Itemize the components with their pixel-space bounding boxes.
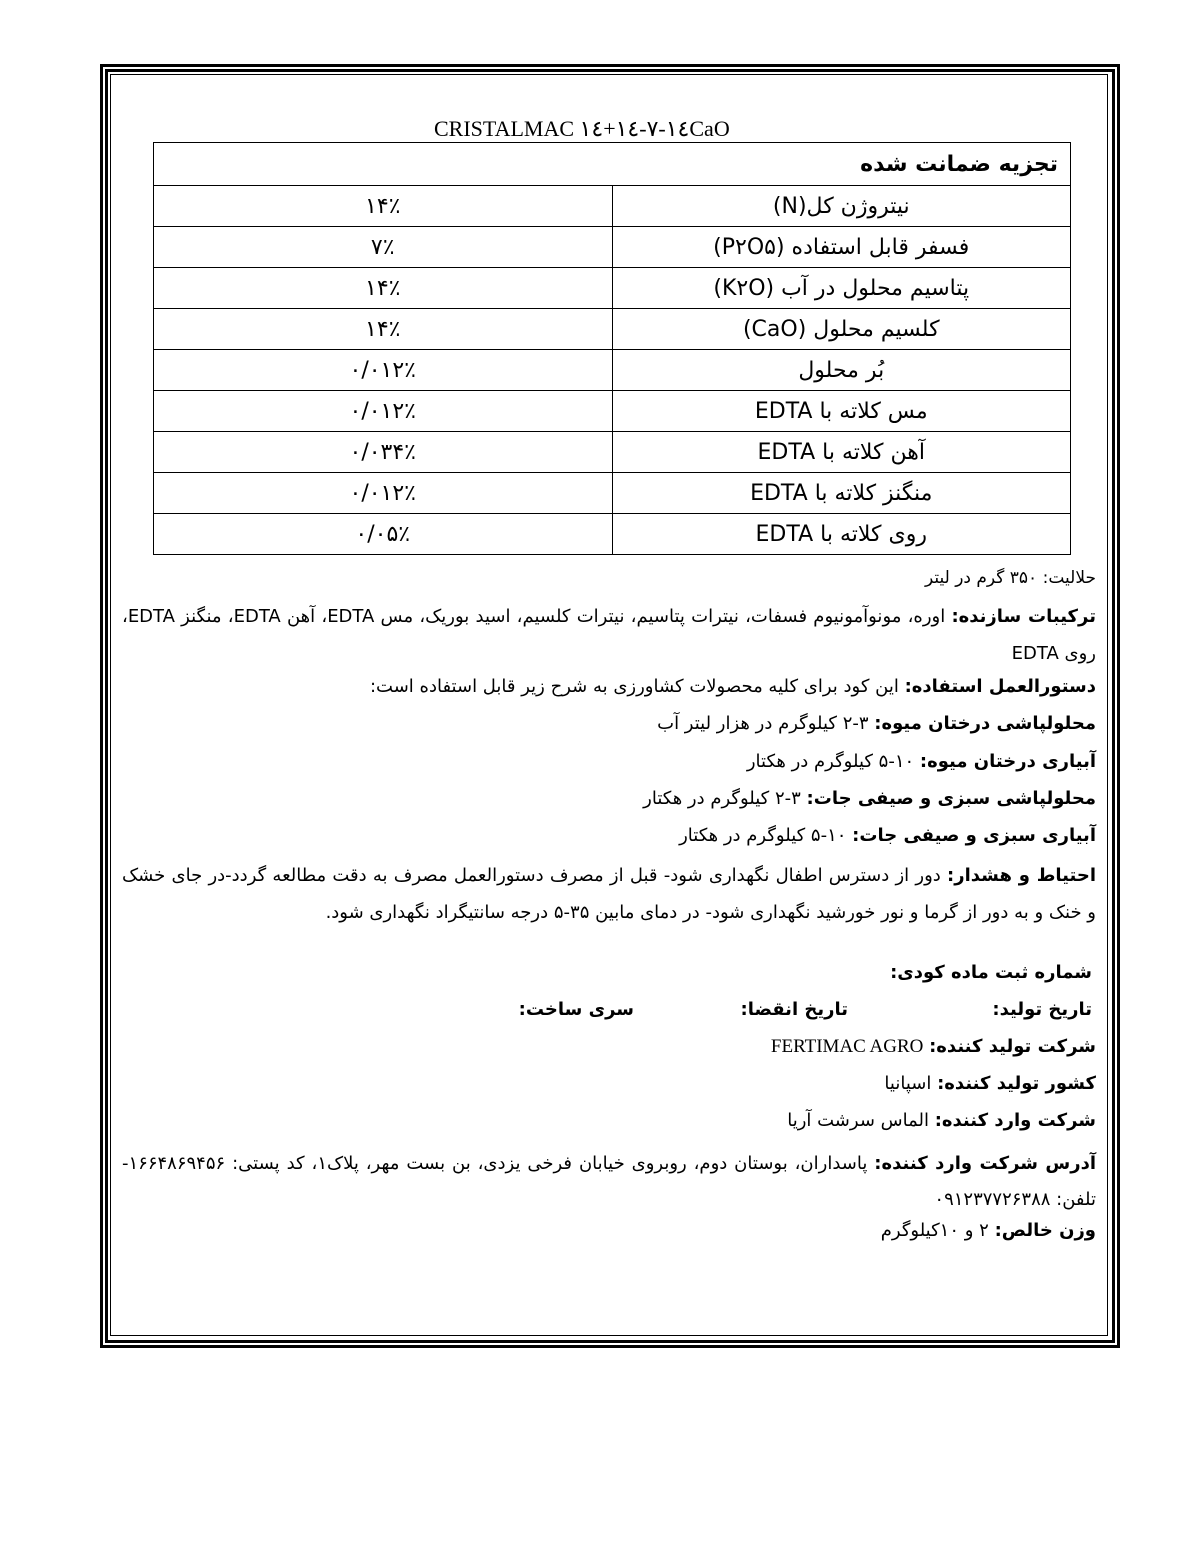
nutrient-name: آهن کلاته با EDTA bbox=[612, 432, 1071, 473]
nutrient-value: ۰/۰۱۲٪ bbox=[154, 350, 613, 391]
veg-spray-text: ۳-۲ کیلوگرم در هکتار bbox=[643, 788, 801, 809]
nutrient-value: ۰/۰۳۴٪ bbox=[154, 432, 613, 473]
veg-irrigation-line bbox=[679, 825, 1096, 846]
nutrient-value: ۱۴٪ bbox=[154, 268, 613, 309]
country-label: کشور تولید کننده: bbox=[937, 1073, 1096, 1094]
ingredients-paragraph bbox=[122, 598, 1096, 672]
veg-irrigation-text: ۱۰-۵ کیلوگرم در هکتار bbox=[679, 825, 847, 846]
fruit-spray-text: ۳-۲ کیلوگرم در هزار لیتر آب bbox=[657, 713, 869, 734]
table-row bbox=[154, 391, 1071, 432]
table-row bbox=[154, 309, 1071, 350]
country-text: اسپانیا bbox=[884, 1073, 932, 1094]
ingredients-label: ترکیبات سازنده: bbox=[951, 606, 1096, 627]
solubility: حلالیت: ۳۵۰ گرم در لیتر bbox=[924, 568, 1096, 588]
table-row bbox=[154, 227, 1071, 268]
nutrient-name: نیتروژن کل(N) bbox=[612, 186, 1071, 227]
net-weight-text: ۲ و ۱۰کیلوگرم bbox=[880, 1220, 989, 1241]
nutrient-value: ۷٪ bbox=[154, 227, 613, 268]
warning-text: دور از دسترس اطفال نگهداری شود- قبل از مصرف دستورالعمل مصرف به دقت مطالعه گردد-در جای خشک و خنک و به دور از گرما و نور خورشید نگهداری شود- در دمای مابین ۳۵-۵ درجه سانتیگراد نگهداری شود. bbox=[122, 865, 1096, 923]
nutrient-name: بُر محلول bbox=[612, 350, 1071, 391]
expiry-date: تاریخ انقضا: bbox=[740, 999, 848, 1020]
nutrient-name: کلسیم محلول (CaO) bbox=[612, 309, 1071, 350]
table-row bbox=[154, 432, 1071, 473]
table-header: تجزیه ضمانت شده bbox=[154, 143, 1071, 186]
fruit-spray-line bbox=[657, 713, 1096, 734]
veg-spray-label: محلولپاشی سبزی و صیفی جات: bbox=[806, 788, 1096, 809]
nutrient-name: مس کلاته با EDTA bbox=[612, 391, 1071, 432]
net-weight-label: وزن خالص: bbox=[994, 1220, 1096, 1241]
table-row bbox=[154, 268, 1071, 309]
net-weight-line bbox=[881, 1220, 1096, 1241]
ingredients-text: اوره، مونوآمونیوم فسفات، نیترات پتاسیم، نیترات کلسیم، اسید بوریک، مس EDTA، آهن EDTA، منگنز EDTA، روی EDTA bbox=[122, 606, 1096, 664]
table-row bbox=[154, 473, 1071, 514]
country-line bbox=[884, 1073, 1096, 1094]
product-title: CRISTALMAC ١٤-٧-١٤+١٤CaO bbox=[434, 116, 730, 141]
nutrient-value: ۱۴٪ bbox=[154, 309, 613, 350]
usage-label: دستورالعمل استفاده: bbox=[904, 676, 1096, 697]
fruit-irrigation-line bbox=[747, 751, 1096, 772]
nutrient-name: منگنز کلاته با EDTA bbox=[612, 473, 1071, 514]
importer-text: الماس سرشت آریا bbox=[787, 1110, 929, 1131]
nutrient-value: ۰/۰۵٪ bbox=[154, 514, 613, 555]
manufacturer-name: FERTIMAC AGRO bbox=[770, 1036, 924, 1057]
warning-paragraph bbox=[122, 857, 1096, 931]
manufacturer-line bbox=[771, 1036, 1096, 1058]
nutrient-value: ۰/۰۱۲٪ bbox=[154, 473, 613, 514]
batch-number: سری ساخت: bbox=[518, 999, 634, 1020]
importer-line bbox=[787, 1110, 1096, 1131]
address-phone: تلفن: ۰۹۱۲۳۷۷۲۶۳۸۸ bbox=[934, 1189, 1096, 1210]
usage-line bbox=[370, 676, 1096, 697]
veg-irrigation-label: آبیاری سبزی و صیفی جات: bbox=[852, 825, 1096, 846]
address-paragraph bbox=[122, 1146, 1096, 1218]
registration-number: شماره ثبت ماده کودی: bbox=[890, 962, 1092, 983]
fruit-spray-label: محلولپاشی درختان میوه: bbox=[874, 713, 1096, 734]
nutrient-value: ۱۴٪ bbox=[154, 186, 613, 227]
nutrient-name: فسفر قابل استفاده (P۲O۵) bbox=[612, 227, 1071, 268]
veg-spray-line bbox=[643, 788, 1096, 809]
guarantee-table bbox=[153, 142, 1071, 555]
table-row bbox=[154, 514, 1071, 555]
importer-label: شرکت وارد کننده: bbox=[934, 1110, 1096, 1131]
nutrient-name: پتاسیم محلول در آب (K۲O) bbox=[612, 268, 1071, 309]
table-row bbox=[154, 186, 1071, 227]
usage-text: این کود برای کلیه محصولات کشاورزی به شرح زیر قابل استفاده است: bbox=[369, 676, 899, 697]
fruit-irrigation-text: ۱۰-۵ کیلوگرم در هکتار bbox=[746, 751, 915, 772]
address-text: پاسداران، بوستان دوم، روبروی خیابان فرخی یزدی، بن بست مهر، پلاک۱، کد پستی: ۱۶۶۴۸۶۹۴۵۶- bbox=[122, 1153, 868, 1174]
table-header-row bbox=[154, 143, 1071, 186]
warning-label: احتیاط و هشدار: bbox=[947, 865, 1096, 886]
nutrient-value: ۰/۰۱۲٪ bbox=[154, 391, 613, 432]
table-row bbox=[154, 350, 1071, 391]
manufacturer-label: شرکت تولید کننده: bbox=[929, 1036, 1096, 1057]
fruit-irrigation-label: آبیاری درختان میوه: bbox=[919, 751, 1096, 772]
address-label: آدرس شرکت وارد کننده: bbox=[874, 1153, 1097, 1174]
production-date: تاریخ تولید: bbox=[992, 999, 1092, 1020]
nutrient-name: روی کلاته با EDTA bbox=[612, 514, 1071, 555]
